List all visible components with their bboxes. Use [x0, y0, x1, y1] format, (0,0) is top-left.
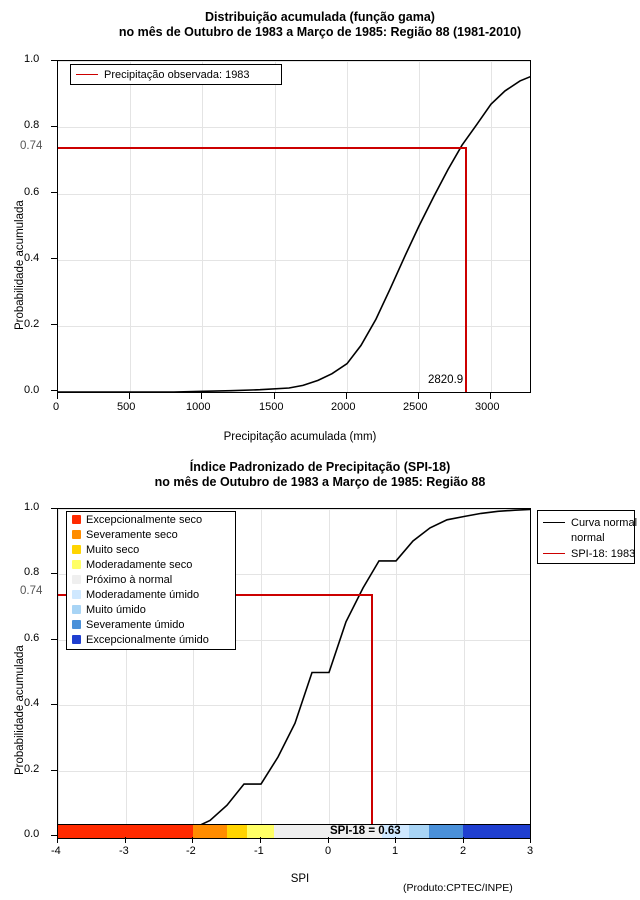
bottom-chart-title	[0, 450, 640, 490]
x-tick-label: 0	[325, 845, 332, 857]
legend-label: Precipitação observada: 1983	[104, 68, 250, 81]
y-tick-label: 0.8	[24, 119, 40, 131]
y-tick-label: 0.0	[24, 384, 40, 396]
x-tick-mark	[418, 393, 419, 399]
y-tick-mark	[51, 573, 57, 574]
legend-item-curve-normal-2	[538, 531, 634, 545]
x-tick-mark	[274, 393, 275, 399]
legend-line-icon	[543, 522, 565, 523]
x-tick-mark	[57, 393, 58, 399]
y-tick-mark	[51, 390, 57, 391]
y-tick-label: 1.0	[24, 501, 40, 513]
x-tick-label: 2	[460, 845, 467, 857]
color-swatch-icon	[72, 590, 81, 599]
x-tick-mark	[346, 393, 347, 399]
x-tick-label: -2	[186, 845, 196, 857]
legend-item-class	[67, 602, 235, 617]
y-tick-mark	[51, 639, 57, 640]
legend-label: Excepcionalmente seco	[86, 513, 203, 526]
spi-value-label: SPI-18 = 0.63	[330, 825, 401, 837]
y-tick-label: 0.8	[24, 566, 40, 578]
band-severamente-umido	[429, 825, 463, 838]
x-tick-mark	[192, 837, 193, 843]
y-tick-label: 0.2	[24, 763, 40, 775]
legend-item-class	[67, 512, 235, 527]
x-tick-label: 1500	[259, 401, 284, 413]
y-tick-mark	[51, 770, 57, 771]
x-tick-label: -3	[119, 845, 129, 857]
color-swatch-icon	[72, 560, 81, 569]
y-tick-label: 0.6	[24, 632, 40, 644]
y-tick-mark	[51, 508, 57, 509]
spi-panel	[0, 450, 640, 900]
top-highlight-y-value: 0.74	[20, 140, 43, 152]
legend-label: Curva normal	[571, 516, 638, 529]
y-tick-label: 0.4	[24, 252, 40, 264]
x-tick-label: 2000	[331, 401, 356, 413]
x-tick-mark	[129, 393, 130, 399]
legend-label: Severamente úmido	[86, 618, 185, 631]
bottom-plot-area	[57, 508, 531, 837]
curve-legend	[537, 510, 638, 564]
y-tick-mark	[51, 258, 57, 259]
legend-label: Moderadamente úmido	[86, 588, 200, 601]
color-swatch-icon	[72, 575, 81, 584]
legend-label: SPI-18: 1983	[571, 547, 636, 560]
legend-line-icon	[76, 74, 98, 75]
color-swatch-icon	[72, 635, 81, 644]
legend-label: Severamente seco	[86, 528, 178, 541]
x-tick-label: 3	[527, 845, 534, 857]
bottom-chart-title-line2: no mês de Outubro de 1983 a Março de 1985: Região 88	[154, 475, 486, 489]
legend-label: Moderadamente seco	[86, 558, 193, 571]
bottom-chart-title-line1: Índice Padronizado de Precipitação (SPI-18)	[189, 460, 451, 474]
top-x-axis-title: Precipitação acumulada (mm)	[223, 431, 377, 443]
legend-item-class	[67, 542, 235, 557]
credit-label: (Produto:CPTEC/INPE)	[403, 882, 513, 894]
x-tick-mark	[201, 393, 202, 399]
band-excepcionalmente-umido	[463, 825, 530, 838]
x-tick-mark	[260, 837, 261, 843]
band-muito-seco	[227, 825, 247, 838]
color-swatch-icon	[72, 515, 81, 524]
x-tick-mark	[395, 837, 396, 843]
y-tick-label: 0.4	[24, 697, 40, 709]
x-tick-mark	[57, 837, 58, 843]
legend-label: Muito úmido	[86, 603, 146, 616]
legend-item-class	[67, 617, 235, 632]
legend-item-observed	[71, 65, 281, 84]
x-tick-label: 1000	[186, 401, 211, 413]
y-tick-mark	[51, 324, 57, 325]
legend-item-spi-year	[538, 545, 634, 562]
spi-class-legend	[66, 511, 236, 650]
top-y-axis-title: Probabilidade acumulada	[14, 200, 26, 330]
legend-label: Excepcionalmente úmido	[86, 633, 209, 646]
legend-item-curve-normal	[538, 514, 638, 531]
legend-label-cont: normal	[571, 532, 605, 544]
x-tick-mark	[125, 837, 126, 843]
legend-item-class	[67, 572, 235, 587]
top-marker-horizontal	[58, 147, 466, 149]
x-tick-label: 500	[117, 401, 136, 413]
bottom-highlight-y-value: 0.74	[20, 585, 43, 597]
legend-item-class	[67, 587, 235, 602]
top-chart-title	[0, 0, 640, 40]
top-marker-vertical	[465, 147, 467, 393]
legend-item-class	[67, 632, 235, 647]
color-swatch-icon	[72, 530, 81, 539]
x-tick-label: -1	[254, 845, 264, 857]
legend-label: Próximo à normal	[86, 573, 173, 586]
y-tick-mark	[51, 60, 57, 61]
x-tick-label: 1	[392, 845, 399, 857]
y-tick-label: 0.2	[24, 318, 40, 330]
y-tick-label: 0.0	[24, 828, 40, 840]
top-chart-title-line2: no mês de Outubro de 1983 a Março de 1985: Região 88 (1981-2010)	[118, 25, 522, 39]
color-swatch-icon	[72, 620, 81, 629]
x-tick-mark	[463, 837, 464, 843]
legend-label: Muito seco	[86, 543, 140, 556]
y-tick-label: 1.0	[24, 53, 40, 65]
x-tick-label: 2500	[403, 401, 428, 413]
x-tick-label: 3000	[475, 401, 500, 413]
x-tick-mark	[328, 837, 329, 843]
band-muito-umido	[409, 825, 429, 838]
legend-item-class	[67, 557, 235, 572]
bottom-y-axis-title: Probabilidade acumulada	[14, 645, 26, 775]
y-tick-mark	[51, 126, 57, 127]
y-tick-label: 0.6	[24, 186, 40, 198]
x-tick-label: -4	[51, 845, 61, 857]
top-chart-title-line1: Distribuição acumulada (função gama)	[205, 10, 435, 24]
band-severamente-seco	[193, 825, 227, 838]
x-tick-mark	[530, 837, 531, 843]
legend-line-icon	[543, 553, 565, 554]
top-legend	[70, 64, 282, 85]
color-swatch-icon	[72, 545, 81, 554]
y-tick-mark	[51, 704, 57, 705]
bottom-marker-vertical	[371, 594, 373, 837]
top-highlight-x-value: 2820.9	[428, 374, 464, 386]
bottom-x-axis-title: SPI	[290, 873, 310, 885]
x-tick-mark	[490, 393, 491, 399]
top-plot-area	[57, 60, 531, 393]
spi-category-band	[57, 824, 531, 839]
legend-item-class	[67, 527, 235, 542]
x-tick-label: 0	[53, 401, 60, 413]
y-tick-mark	[51, 192, 57, 193]
gamma-cdf-curve	[58, 61, 531, 393]
color-swatch-icon	[72, 605, 81, 614]
